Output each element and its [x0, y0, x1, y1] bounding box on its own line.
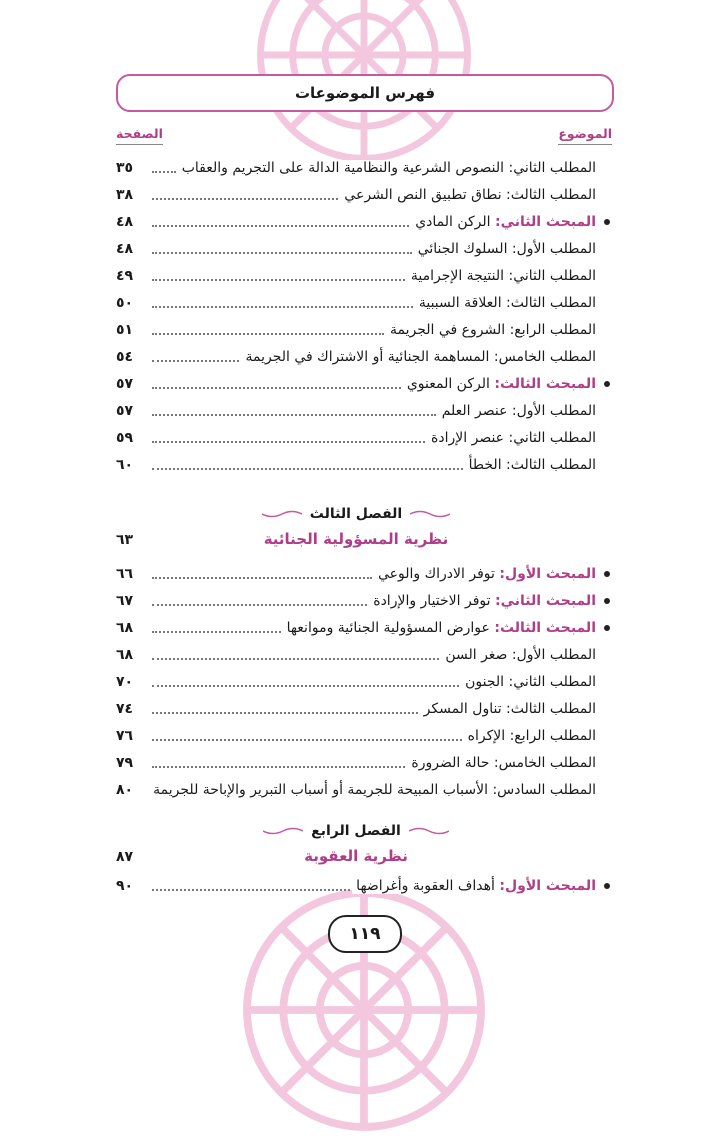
toc-row: [116, 370, 596, 397]
toc-section-3: [116, 872, 596, 899]
toc-entry-label: المطلب السادس:: [492, 781, 596, 798]
toc-row: [116, 587, 596, 614]
ornament-icon: [262, 509, 302, 519]
toc-entry-text: [340, 187, 596, 203]
toc-entry-text: [241, 349, 596, 365]
toc-entry-page: ٥٩: [116, 429, 134, 446]
toc-entry-label: المطلب الأول:: [511, 240, 596, 257]
dot-leader: [152, 225, 409, 227]
toc-entry-title: العلاقة السببية: [418, 294, 502, 311]
toc-entry-title: تناول المسكر: [423, 700, 502, 717]
chapter-3-heading: [116, 503, 596, 525]
toc-entry-page: ٣٥: [116, 159, 134, 176]
toc-row: [116, 343, 596, 370]
ornament-icon: [410, 509, 450, 519]
toc-entry-title: المساهمة الجنائية أو الاشتراك في الجريمة: [245, 348, 490, 365]
toc-entry-text: [407, 755, 596, 771]
dot-leader: [152, 577, 372, 579]
dot-leader: [152, 333, 384, 335]
toc-entry-page: ٥١: [116, 321, 134, 338]
toc-entry-page: ٤٨: [116, 213, 134, 230]
toc-row: [116, 154, 596, 181]
toc-entry-page: ٧٤: [116, 700, 134, 717]
toc-entry-title: الإكراه: [467, 727, 506, 744]
toc-entry-text: [178, 160, 596, 176]
toc-entry-title: الركن المادي: [415, 213, 491, 230]
toc-row: [116, 668, 596, 695]
toc-entry-page: ٣٨: [116, 186, 134, 203]
toc-entry-label: المبحث الأول:: [499, 877, 596, 894]
toc-entry-text: [407, 268, 596, 284]
toc-entry-title: الأسباب المبيحة للجريمة أو أسباب التبرير والإباحة للجريمة: [153, 781, 489, 798]
toc-entry-title: حالة الضرورة: [411, 754, 490, 771]
toc-entry-text: [461, 674, 596, 690]
toc-entry-title: السلوك الجنائي: [417, 240, 508, 257]
toc-entry-title: أهداف العقوبة وأغراضها: [356, 877, 495, 894]
dot-leader: [152, 387, 401, 389]
toc-row: [116, 695, 596, 722]
toc-entry-page: ٤٨: [116, 240, 134, 257]
toc-entry-title: النصوص الشرعية والنظامية الدالة على التجريم والعقاب: [181, 159, 505, 176]
toc-entry-text: [441, 647, 596, 663]
toc-entry-title: الخطأ: [468, 456, 502, 473]
toc-entry-label: المبحث الثالث:: [494, 375, 596, 392]
toc-entry-label: المطلب الثالث:: [506, 294, 596, 311]
toc-row: [116, 397, 596, 424]
toc-entry-title: الشروع في الجريمة: [389, 321, 506, 338]
theory-page: ٨٧: [116, 849, 134, 865]
dot-leader: [152, 198, 338, 200]
dot-leader: [152, 279, 405, 281]
toc-entry-text: [283, 620, 596, 636]
toc-entry-text: [465, 457, 596, 473]
page-number-text: ١١٩: [349, 924, 381, 944]
toc-entry-title: صغر السن: [445, 646, 508, 663]
toc-entry-text: [369, 593, 596, 609]
page-title-text: فهرس الموضوعات: [294, 84, 436, 102]
dot-leader: [152, 766, 405, 768]
chapter-3-theory: [116, 528, 596, 554]
toc-entry-text: [149, 782, 596, 798]
toc-row: [116, 181, 596, 208]
toc-row: [116, 722, 596, 749]
toc-entry-page: ٥٧: [116, 375, 134, 392]
dot-leader: [152, 658, 439, 660]
dot-leader: [152, 468, 463, 470]
dot-leader: [152, 889, 350, 891]
dot-leader: [152, 306, 413, 308]
toc-entry-text: [374, 566, 596, 582]
toc-entry-title: عوارض المسؤولية الجنائية وموانعها: [286, 619, 490, 636]
toc-entry-label: المطلب الخامس:: [493, 754, 596, 771]
toc-row: [116, 749, 596, 776]
toc-entry-page: ٥٤: [116, 348, 134, 365]
toc-entry-page: ٥٠: [116, 294, 134, 311]
theory-page: ٦٣: [116, 532, 134, 548]
toc-entry-text: [386, 322, 596, 338]
toc-entry-page: ٧٩: [116, 754, 134, 771]
toc-entry-label: المطلب الثالث:: [506, 456, 596, 473]
toc-entry-label: المبحث الثاني:: [495, 213, 596, 230]
dot-leader: [152, 360, 239, 362]
toc-row: [116, 289, 596, 316]
toc-entry-title: الركن المعنوي: [406, 375, 490, 392]
toc-entry-text: [411, 214, 596, 230]
toc-row: [116, 235, 596, 262]
toc-entry-label: المطلب الرابع:: [509, 321, 596, 338]
toc-entry-text: [352, 878, 596, 894]
toc-row: [116, 560, 596, 587]
toc-section-1: [116, 154, 596, 478]
page-column-header: الصفحة: [116, 126, 163, 145]
toc-entry-label: المطلب الثاني:: [508, 673, 596, 690]
toc-entry-label: المبحث الثالث:: [494, 619, 596, 636]
toc-entry-page: ٩٠: [116, 877, 134, 894]
toc-entry-title: توفر الادراك والوعي: [378, 565, 495, 582]
toc-entry-page: ٥٧: [116, 402, 134, 419]
dot-leader: [152, 631, 281, 633]
toc-entry-label: المطلب الثالث:: [506, 700, 596, 717]
toc-row: [116, 262, 596, 289]
toc-entry-text: [438, 403, 596, 419]
dot-leader: [152, 171, 176, 173]
toc-entry-title: توفر الاختيار والإرادة: [373, 592, 491, 609]
toc-entry-label: المطلب الرابع:: [509, 727, 596, 744]
theory-title: نظرية العقوبة: [304, 847, 408, 865]
toc-row: [116, 451, 596, 478]
toc-row: [116, 424, 596, 451]
toc-entry-title: النتيجة الإجرامية: [410, 267, 505, 284]
subject-column-header: الموضوع: [558, 126, 612, 145]
chapter-4-title: الفصل الرابع: [311, 823, 401, 839]
toc-entry-title: الجنون: [465, 673, 505, 690]
dot-leader: [152, 685, 459, 687]
toc-entry-page: ٤٩: [116, 267, 134, 284]
page-number: [328, 915, 402, 953]
dot-leader: [152, 712, 418, 714]
toc-entry-page: ٦٦: [116, 565, 134, 582]
ornament-icon: [409, 826, 449, 836]
toc-entry-label: المطلب الخامس:: [493, 348, 596, 365]
toc-entry-text: [415, 295, 596, 311]
toc-entry-label: المطلب الأول:: [511, 402, 596, 419]
toc-entry-label: المطلب الثاني:: [508, 159, 596, 176]
toc-entry-text: [427, 430, 596, 446]
page-title: [116, 74, 614, 112]
chapter-4-theory: [116, 845, 596, 871]
toc-row: [116, 641, 596, 668]
toc-entry-page: ٧٠: [116, 673, 134, 690]
toc-entry-label: المطلب الثاني:: [508, 267, 596, 284]
dot-leader: [152, 414, 436, 416]
toc-entry-label: المبحث الأول:: [499, 565, 596, 582]
toc-entry-text: [414, 241, 596, 257]
toc-entry-page: ٦٧: [116, 592, 134, 609]
theory-title: نظرية المسؤولية الجنائية: [263, 530, 449, 548]
dot-leader: [152, 252, 412, 254]
ornament-icon: [263, 826, 303, 836]
toc-entry-label: المبحث الثاني:: [495, 592, 596, 609]
chapter-3-title: الفصل الثالث: [309, 506, 403, 522]
toc-entry-title: عنصر العلم: [441, 402, 508, 419]
toc-entry-page: ٨٠: [116, 781, 134, 798]
toc-entry-text: [420, 701, 596, 717]
chapter-4-heading: [116, 820, 596, 842]
toc-row: [116, 872, 596, 899]
toc-entry-page: ٦٨: [116, 619, 134, 636]
toc-entry-label: المطلب الثالث:: [506, 186, 596, 203]
toc-row: [116, 316, 596, 343]
toc-entry-page: ٦٠: [116, 456, 134, 473]
dot-leader: [152, 604, 367, 606]
dot-leader: [152, 739, 462, 741]
toc-row: [116, 614, 596, 641]
toc-section-2: [116, 560, 596, 803]
toc-entry-title: عنصر الإرادة: [431, 429, 505, 446]
toc-row: [116, 208, 596, 235]
toc-row: [116, 776, 596, 803]
toc-entry-page: ٧٦: [116, 727, 134, 744]
toc-entry-text: [403, 376, 596, 392]
toc-entry-label: المطلب الثاني:: [508, 429, 596, 446]
dot-leader: [152, 441, 425, 443]
toc-entry-label: المطلب الأول:: [511, 646, 596, 663]
toc-entry-title: نطاق تطبيق النص الشرعي: [344, 186, 502, 203]
toc-entry-page: ٦٨: [116, 646, 134, 663]
toc-entry-text: [464, 728, 596, 744]
